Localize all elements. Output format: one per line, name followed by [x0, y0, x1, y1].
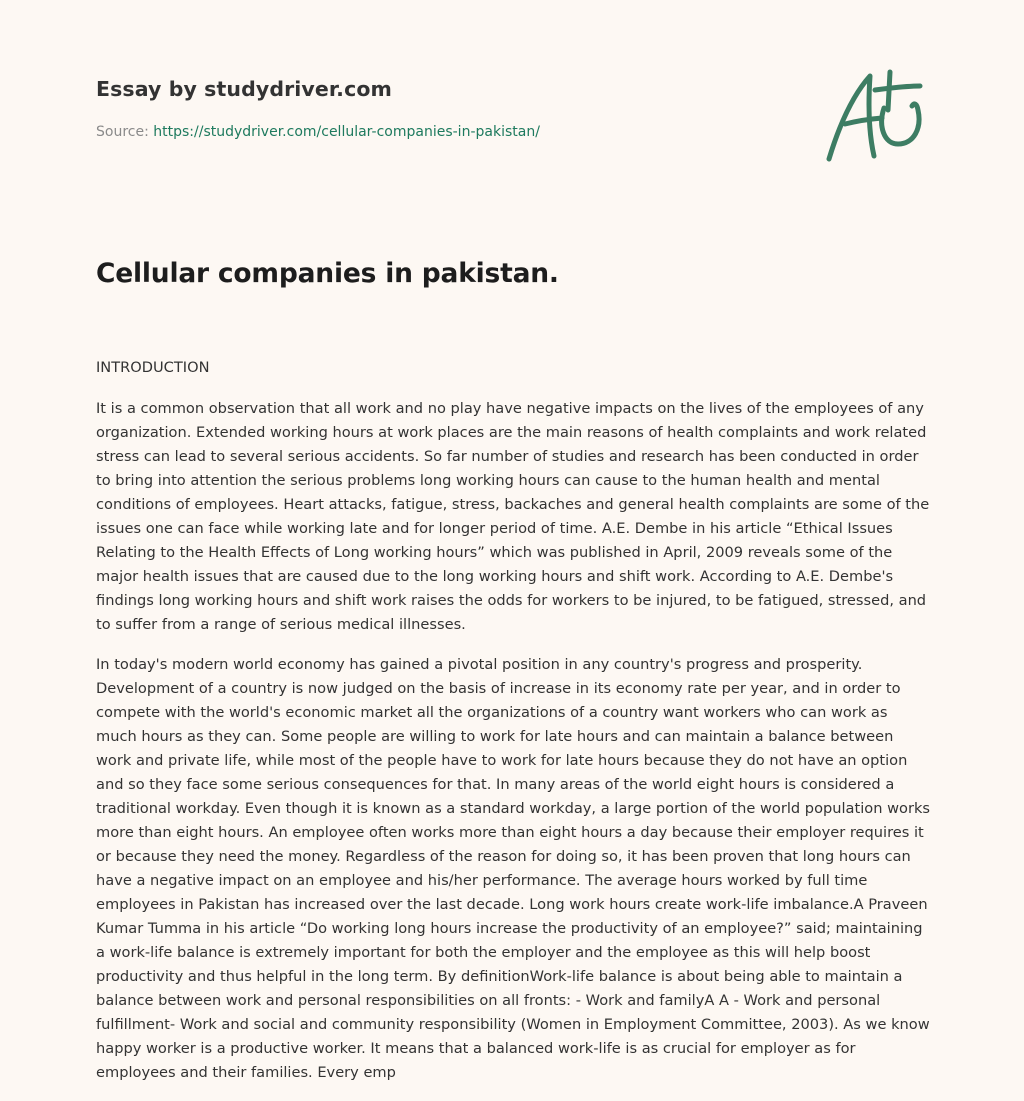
source-line — [96, 122, 796, 142]
brand-title: Essay by studydriver.com — [96, 77, 392, 101]
essay-title: Cellular companies in pakistan. — [96, 258, 559, 289]
source-link[interactable]: https://studydriver.com/cellular-companies-in-pakistan/ — [153, 124, 540, 140]
source-label: Source: — [96, 124, 154, 140]
essay-paragraph: In today's modern world economy has gained a pivotal position in any country's progress and prosperity. Development of a country is now judged on the basis of increase in its economy rate per year, and in order to compete with the world's economic market all the organizations of a country want workers who can work as much hours as they can. Some people are willing to work for late hours and can maintain a balance between work and private life, while most of the people have to work for late hours because they do not have an option and so they face some serious consequences for that. In many areas of the world eight hours is considered a traditional workday. Even though it is known as a standard workday, a large portion of the world population works more than eight hours. An employee often works more than eight hours a day because their employer requires it or because they need the money. Regardless of the reason for doing so, it has been proven that long hours can have a negative impact on an employee and his/her performance. The average hours worked by full time employees in Pakistan has increased over the last decade. Long work hours create work-life imbalance.A Praveen Kumar Tumma in his article “Do working long hours increase the productivity of an employee?” said; maintaining a work-life balance is extremely important for both the employer and the employee as this will help boost productivity and thus helpful in the long term. By definitionWork-life balance is about being able to maintain a balance between work and personal responsibilities on all fronts: - Work and familyA A - Work and personal fulfillment- Work and social and community responsibility (Women in Employment Committee, 2003). As we know happy worker is a productive worker. It means that a balanced work-life is as crucial for employer as for employees and their families. Every emp — [96, 656, 931, 1081]
essay-body — [96, 356, 932, 1101]
section-heading: INTRODUCTION — [96, 359, 210, 376]
essay-paragraph: It is a common observation that all work and no play have negative impacts on the lives of the employees of any organization. Extended working hours at work places are the main reasons of health complaints and work related stress can lead to several serious accidents. So far number of studies and research has been conducted in order to bring into attention the serious problems long working hours can cause to the human health and mental conditions of employees. Heart attacks, fatigue, stress, backaches and general health complaints are some of the issues one can face while working late and for longer period of time. A.E. Dembe in his article “Ethical Issues Relating to the Health Effects of Long working hours” which was published in April, 2009 reveals some of the major health issues that are caused due to the long working hours and shift work. According to A.E. Dembe's findings long working hours and shift work raises the odds for workers to be injured, to be fatigued, stressed, and to suffer from a range of serious medical illnesses. — [96, 400, 930, 633]
a-plus-logo-icon — [822, 66, 928, 166]
document-header — [96, 74, 796, 142]
